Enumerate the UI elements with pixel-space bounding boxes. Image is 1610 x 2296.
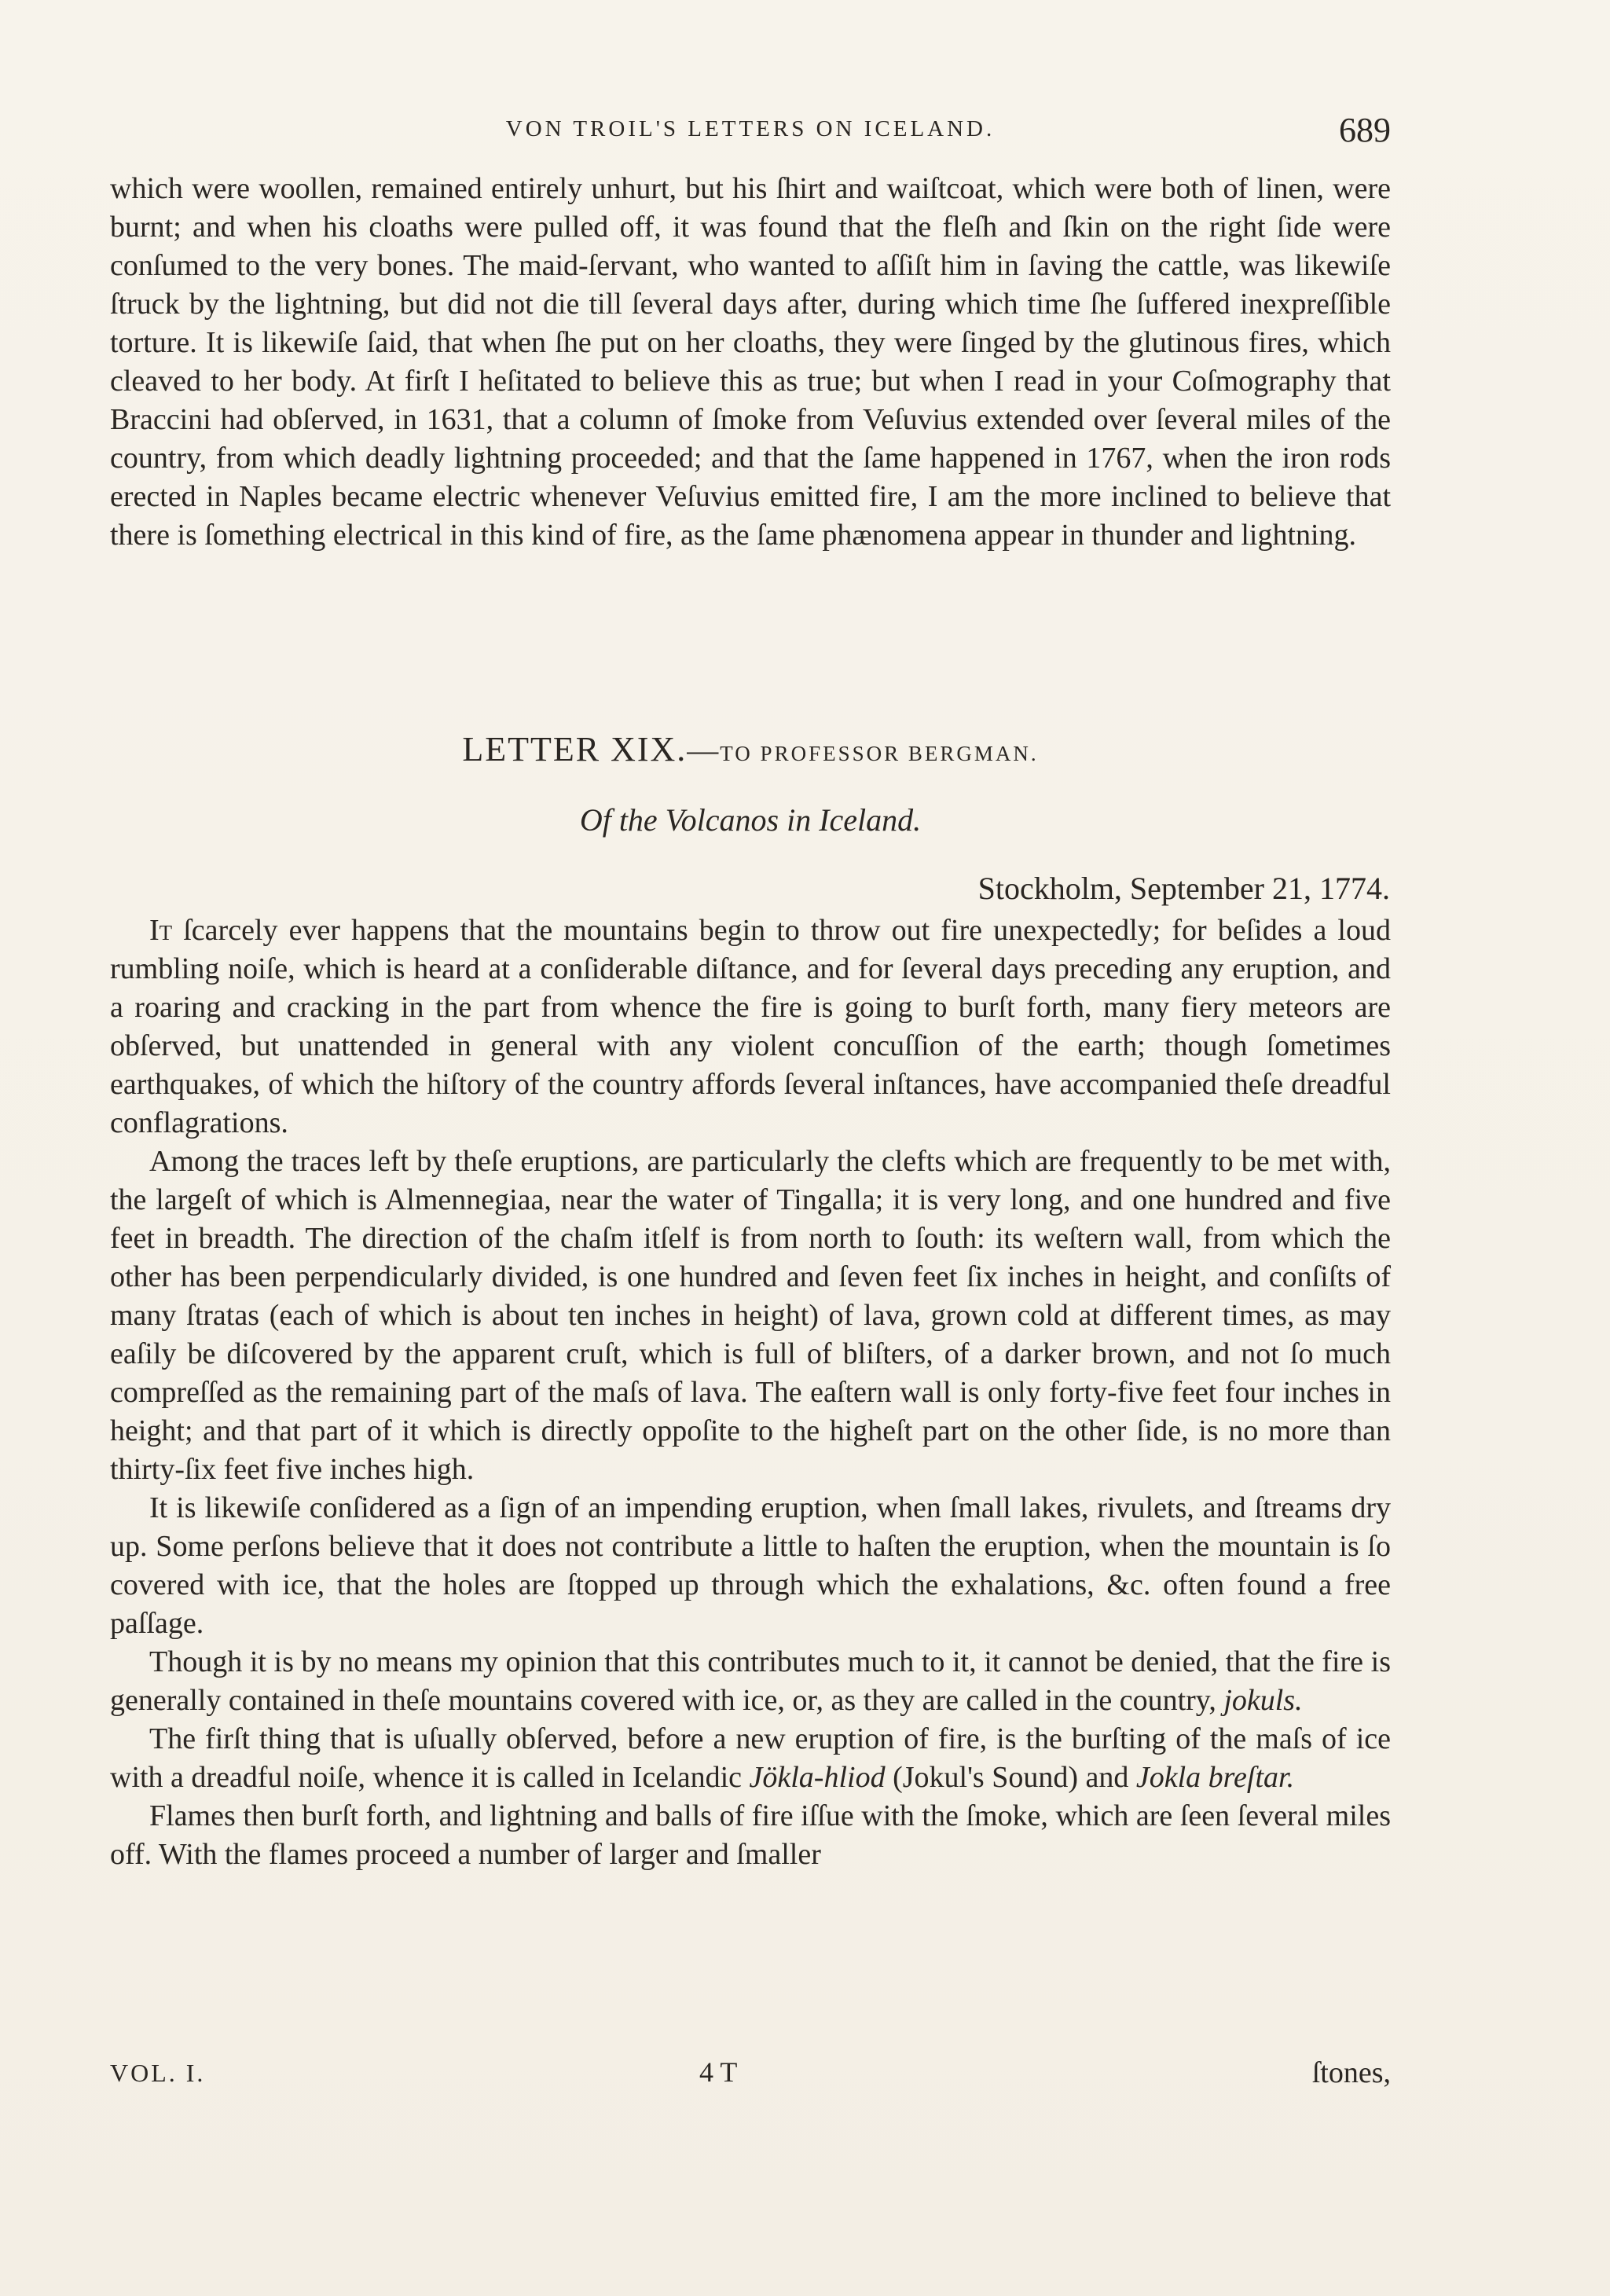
signature-mark: 4 T bbox=[699, 2056, 738, 2088]
body-paragraph-2: Among the traces left by theſe eruptions, are particularly the clefts which are frequently to be met with, the largeſt of which is Almennegiaa, near the water of Tingalla; it is very long, and one hundred and five feet in breadth. The direction of the chaſm itſelf is from north to ſouth: its weſtern wall, from which the other has been perpendicularly divided, is one hundred and ſeven feet ſix inches in height, and conſiſts of many ſtratas (each of which is about ten inches in height) of lava, grown cold at different times, as may eaſily be diſcovered by the apparent cruſt, which is full of bliſters, of a darker brown, and not ſo much compreſſed as the remaining part of the maſs of lava. The eaſtern wall is only forty-five feet four inches in height; and that part of it which is directly oppoſite to the higheſt part on the other ſide, is no more than thirty-ſix feet five inches high. bbox=[110, 1145, 1391, 1486]
body-paragraph-1 bbox=[110, 911, 1391, 1142]
volume-label: VOL. I. bbox=[110, 2059, 206, 2087]
body-paragraph-3: It is likewiſe conſidered as a ſign of an impending eruption, when ſmall lakes, rivulets, and ſtreams dry up. Some perſons believe that it does not contribute a little to haſten the eruption, when the mountain is ſo covered with ice, that the holes are ſtopped up through which the exhalations, &c. often found a free paſſage. bbox=[110, 1491, 1391, 1640]
body-paragraph-6: Flames then burſt forth, and lightning and balls of fire iſſue with the ſmoke, which are ſeen ſeveral miles off. With the flames proceed a number of larger and ſmaller bbox=[110, 1799, 1391, 1871]
term-jokla-brestar: Jokla breſtar. bbox=[1135, 1761, 1295, 1794]
paragraph-initial-word: It bbox=[149, 914, 173, 947]
running-title: VON TROIL'S LETTERS ON ICELAND. bbox=[505, 116, 996, 141]
paragraph-4-text: Though it is by no means my opinion that this contributes much to it, it cannot be denied, that the fire is generally contained in theſe mountains covered with ice, or, as they are called in the country, bbox=[110, 1645, 1391, 1717]
letter-number: LETTER XIX. bbox=[462, 730, 688, 768]
term-jokla-hliod: Jökla-hliod bbox=[749, 1761, 886, 1794]
letter-dateline: Stockholm, September 21, 1774. bbox=[977, 871, 1390, 906]
running-head bbox=[110, 110, 1391, 157]
body-paragraph-5 bbox=[110, 1720, 1391, 1797]
catchword: ſtones, bbox=[1311, 2056, 1391, 2089]
paragraph-5-text-b: (Jokul's Sound) and bbox=[885, 1761, 1136, 1794]
page-footer bbox=[110, 2056, 1391, 2095]
paragraph-5-text-a: The firſt thing that is uſually obſerved, before a new eruption of fire, is the burſting of the maſs of ice with a dreadful noiſe, whence it is called in Icelandic bbox=[110, 1722, 1391, 1794]
page-number: 689 bbox=[1339, 111, 1391, 149]
heading-dash: — bbox=[687, 732, 721, 768]
letter-recipient: TO PROFESSOR BERGMAN. bbox=[720, 742, 1039, 765]
term-jokuls: jokuls. bbox=[1223, 1684, 1303, 1717]
paragraph-1-text: ſcarcely ever happens that the mountains begin to throw out fire unexpectedly; for beſides a loud rumbling noiſe, which is heard at a conſiderable diſtance, and for ſeveral days preceding any eruption, and a roaring and cracking in the part from whence the fire is going to burſt forth, many fiery meteors are obſerved, but unattended in general with any violent concuſſion of the earth; though ſometimes earthquakes, of which the hiſtory of the country affords ſeveral inſtances, have accompanied theſe dreadful conflagrations. bbox=[110, 914, 1391, 1139]
letter-body bbox=[110, 911, 1391, 1874]
continuation-paragraph: which were woollen, remained entirely unhurt, but his ſhirt and waiſtcoat, which were both of linen, were burnt; and when his cloaths were pulled off, it was found that the fleſh and ſkin on the right ſide were conſumed to the very bones. The maid-ſervant, who wanted to aſſiſt him in ſaving the cattle, was likewiſe ſtruck by the lightning, but did not die till ſeveral days after, during which time ſhe ſuffered inexpreſſible torture. It is likewiſe ſaid, that when ſhe put on her cloaths, they were ſinged by the glutinous fires, which cleaved to her body. At firſt I heſitated to believe this as true; but when I read in your Coſmography that Braccini had obſerved, in 1631, that a column of ſmoke from Veſuvius extended over ſeveral miles of the country, from which deadly lightning proceeded; and that the ſame happened in 1767, when the iron rods erected in Naples became electric whenever Veſuvius emitted fire, I am the more inclined to believe that there is ſomething electrical in this kind of fire, as the ſame phænomena appear in thunder and lightning. bbox=[110, 172, 1391, 552]
letter-subtitle: Of the Volcanos in Iceland. bbox=[579, 802, 922, 838]
body-paragraph-4 bbox=[110, 1643, 1391, 1720]
letter-heading bbox=[110, 729, 1391, 769]
continuation-text bbox=[110, 170, 1391, 555]
